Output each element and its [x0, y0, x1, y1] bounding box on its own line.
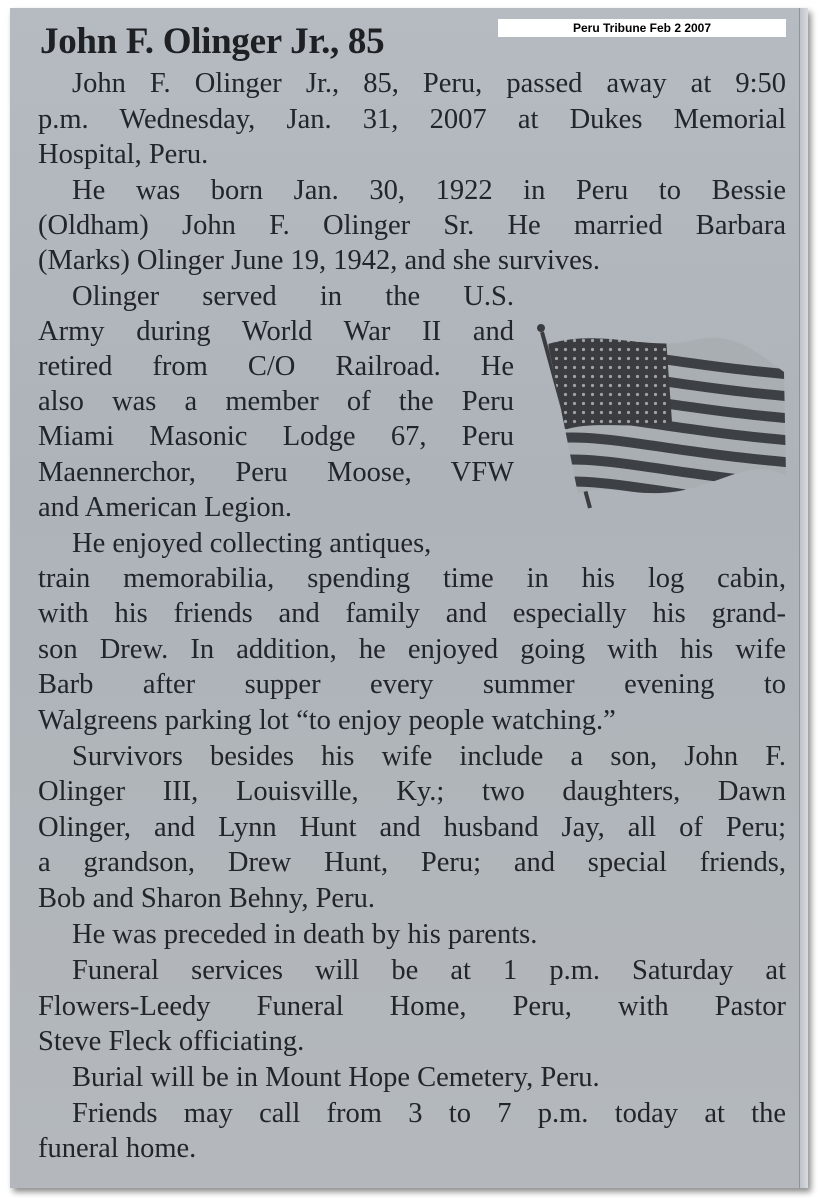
american-flag-icon — [534, 318, 796, 518]
text-line: p.m. Wednesday, Jan. 31, 2007 at Dukes Memorial — [38, 104, 786, 135]
text-line: Barb after supper every summer evening to — [38, 669, 786, 700]
text-line: (Oldham) John F. Olinger Sr. He married Barbara — [38, 210, 786, 241]
text-line: Funeral services will be at 1 p.m. Saturday at — [72, 955, 786, 986]
text-line: Steve Fleck officiating. — [38, 1026, 305, 1057]
text-line: Friends may call from 3 to 7 p.m. today at the — [72, 1098, 786, 1129]
text-line: funeral home. — [38, 1133, 197, 1164]
text-line: Olinger served in the U.S. — [72, 281, 514, 312]
text-line: retired from C/O Railroad. He — [38, 351, 514, 382]
text-line: a grandson, Drew Hunt, Peru; and special friends, — [38, 847, 786, 878]
text-line: He was born Jan. 30, 1922 in Peru to Bessie — [72, 175, 786, 206]
source-label: Peru Tribune Feb 2 2007 — [498, 19, 786, 37]
text-line: Army during World War II and — [38, 316, 514, 347]
text-line: and American Legion. — [38, 492, 293, 523]
text-line: John F. Olinger Jr., 85, Peru, passed away at 9:50 — [72, 68, 786, 99]
text-line: Olinger III, Louisville, Ky.; two daughters, Dawn — [38, 776, 786, 807]
text-line: Maennerchor, Peru Moose, VFW — [38, 457, 514, 488]
text-line: Walgreens parking lot “to enjoy people watching.” — [38, 705, 616, 736]
text-line: train memorabilia, spending time in his log cabin, — [38, 563, 786, 594]
text-line: Bob and Sharon Behny, Peru. — [38, 883, 375, 914]
text-line: Hospital, Peru. — [38, 139, 209, 170]
text-line: Olinger, and Lynn Hunt and husband Jay, all of Peru; — [38, 812, 786, 843]
text-line: Survivors besides his wife include a son, John F. — [72, 741, 786, 772]
text-line: with his friends and family and especially his grand- — [38, 598, 786, 629]
page-edge-strip — [799, 8, 808, 1188]
text-line: Burial will be in Mount Hope Cemetery, Peru. — [72, 1062, 600, 1093]
text-line: son Drew. In addition, he enjoyed going with his wife — [38, 634, 786, 665]
text-line: He was preceded in death by his parents. — [72, 919, 538, 950]
text-line: also was a member of the Peru — [38, 386, 514, 417]
text-line: He enjoyed collecting antiques, — [72, 528, 432, 559]
obituary-clipping — [10, 8, 808, 1188]
text-line: Miami Masonic Lodge 67, Peru — [38, 421, 514, 452]
text-line: (Marks) Olinger June 19, 1942, and she survives. — [38, 245, 600, 276]
text-line: Flowers-Leedy Funeral Home, Peru, with Pastor — [38, 991, 786, 1022]
obituary-headline: John F. Olinger Jr., 85 — [40, 21, 385, 62]
